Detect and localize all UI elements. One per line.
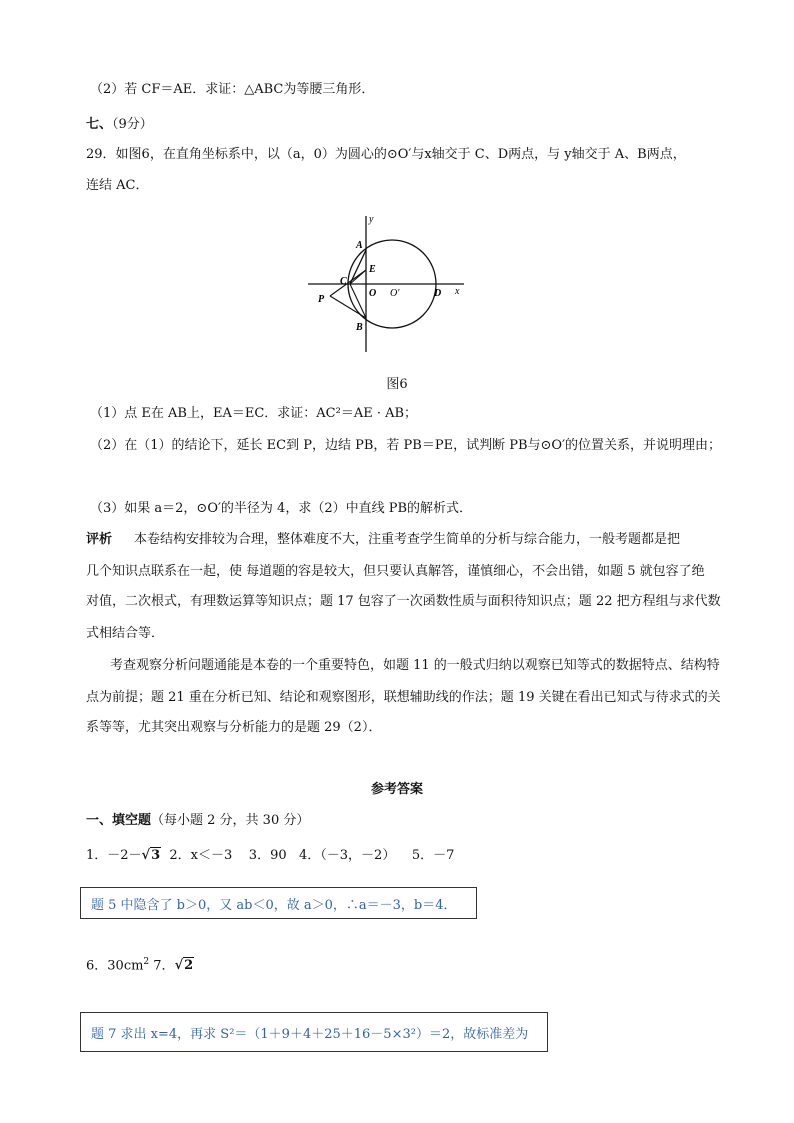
q29-part1: （1）点 E在 AB上，EA＝EC．求证：AC²＝AE · AB； [90,406,418,421]
answer-6-text: 6．30cm [86,958,144,974]
sqrt-symbol: √3 [141,848,161,863]
answer-1-radicand: 3 [151,848,161,863]
label-point-e: E [369,264,376,275]
figure-caption: 图6 [386,377,408,392]
q28-part2: （2）若 CF＝AE．求证：△ABC为等腰三角形． [90,82,375,97]
evaluation-line5: 考查观察分析问题通能是本卷的一个重要特色，如题 11 的一般式归纳以观察已知等式的数据特点、结构特 [110,658,720,673]
answer-7-radicand: 2 [184,958,194,974]
label-point-c: C [340,276,347,287]
part1-heading-label: 一、填空题 [86,813,152,828]
answers-row1 [86,846,454,866]
evaluation-line1 [86,530,680,550]
evaluation-line2: 几个知识点联系在一起，使 每道题的容是较大，但只要认真解答，谨慎细心，不会出错，如题 5 就包容了绝 [86,564,705,579]
sqrt-symbol: √2 [174,958,194,974]
note-box-q5 [80,887,477,919]
q29-stem-line1: 29．如图6，在直角坐标系中，以（a，0）为圆心的⊙O′与x轴交于 C、D两点，与 y轴交于 A、B两点， [86,147,686,162]
figure-6-diagram [300,208,480,358]
evaluation-text-1: 本卷结构安排较为合理，整体难度不大，注重考查学生简单的分析与综合能力，一般考题都是把 [134,532,681,547]
label-point-b: B [356,322,363,333]
part1-heading [86,811,309,831]
label-point-o: O [369,288,377,299]
evaluation-label: 评析 [86,532,113,547]
evaluation-line7: 系等等，尤其突出观察与分析能力的是题 29（2）． [86,720,382,735]
label-x-axis: x [455,286,460,297]
section-seven-score: （9分） [112,117,153,132]
answers-row2 [86,952,194,976]
answers-title: 参考答案 [370,782,423,797]
section-seven-label: 七、 [86,117,113,132]
label-point-o-prime: O′ [390,288,400,299]
q29-part2: （2）在（1）的结论下，延长 EC到 P，边结 PB，若 PB＝PE，试判断 PB与⊙O′的位置关系，并说明理由； [90,438,722,453]
q29-part3: （3）如果 a＝2，⊙O′的半径为 4，求（2）中直线 PB的解析式． [90,501,473,516]
evaluation-line3: 对值，二次根式，有理数运算等知识点；题 17 包容了一次函数性质与面积待知识点；题 22 把方程组与求代数 [86,594,721,609]
label-point-p: P [318,294,325,305]
answers-2-to-5: 2．x＜－3 3．90 4．（－3，－2） 5．－7 [161,848,455,863]
note-box-q5-text: 题 5 中隐含了 b＞0，又 ab＜0，故 a＞0，∴a＝－3，b＝4． [91,897,457,913]
note-box-q7 [80,1012,548,1052]
answer-6-superscript: 2 [143,957,150,967]
evaluation-line6: 点为前提；题 21 重在分析已知、结论和观察图形，联想辅助线的作法；题 19 关键在看出已知式与待求式的关 [86,690,721,705]
q29-stem-line2: 连结 AC． [86,178,149,193]
label-y-axis: y [369,214,374,225]
answer-1-text: 1．－2－ [86,848,142,863]
segment-pe [330,270,366,296]
section-seven-heading [86,115,153,135]
note-box-q7-text: 题 7 求出 x=4，再求 S²＝（1＋9＋4＋25＋16－5×3²）＝2，故标准差为 [91,1026,529,1042]
part1-heading-note: （每小题 2 分，共 30 分） [151,813,310,828]
answer-7-label: 7． [149,958,175,974]
label-point-d: D [434,288,442,299]
label-point-a: A [356,240,363,251]
evaluation-line4: 式相结合等． [86,626,165,641]
